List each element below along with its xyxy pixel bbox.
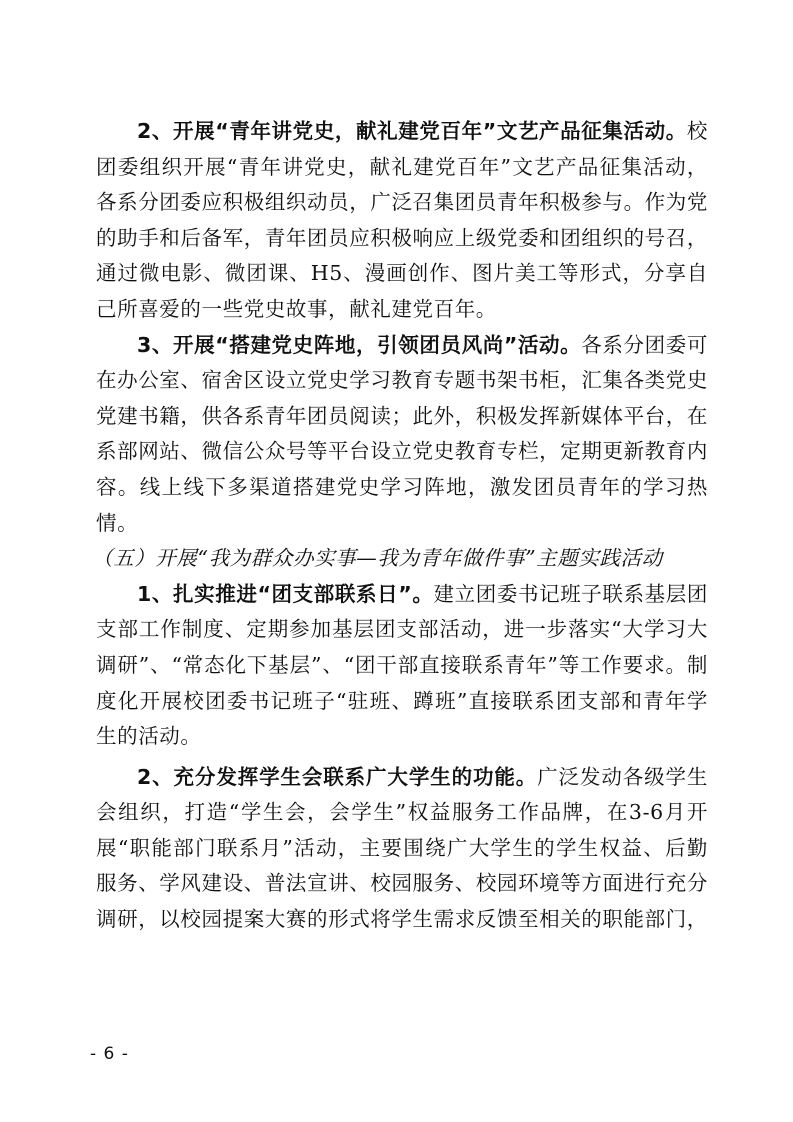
- section-heading: （五）开展“我为群众办实事—我为青年做件事”主题实践活动: [92, 546, 663, 571]
- paragraph-lead: 1、扎实推进“团支部联系日”。: [137, 581, 434, 606]
- paragraph-body: 建立团委书记班子联系基层团支部工作制度、定期参加基层团支部活动，进一步落实“大学习大调研”、“常态化下基层”、“团干部直接联系青年”等工作要求。制度化开展校团委书记班子“驻班、蹲班”直接联系团支部和青年学生的活动。: [96, 581, 708, 749]
- document-page: [92, 114, 708, 938]
- paragraph-item-5-2: [96, 760, 708, 938]
- page-number: - 6 -: [90, 1044, 129, 1064]
- paragraph-item-5-1: [96, 577, 708, 755]
- paragraph-body: 广泛发动各级学生会组织，打造“学生会，会学生”权益服务工作品牌，在3-6月开展“职能部门联系月”活动，主要围绕广大学生的学生权益、后勤服务、学风建设、普法宣讲、校园服务、校园环境等方面进行充分调研，以校园提案大赛的形式将学生需求反馈至相关的职能部门，: [96, 764, 708, 932]
- paragraph-lead: 2、充分发挥学生会联系广大学生的功能。: [137, 764, 538, 789]
- paragraph-lead: 3、开展“搭建党史阵地，引领团员风尚”活动。: [137, 332, 582, 357]
- paragraph-body: 各系分团委可在办公室、宿舍区设立党史学习教育专题书架书柜，汇集各类党史党建书籍，供各系青年团员阅读；此外，积极发挥新媒体平台，在系部网站、微信公众号等平台设立党史教育专栏，定期更新教育内容。线上线下多渠道搭建党史学习阵地，激发团员青年的学习热情。: [96, 332, 708, 535]
- paragraph-item-3: [96, 328, 708, 542]
- paragraph-item-2: [96, 114, 708, 328]
- paragraph-body: 校团委组织开展“青年讲党史，献礼建党百年”文艺产品征集活动，各系分团委应积极组织动员，广泛召集团员青年积极参与。作为党的助手和后备军，青年团员应积极响应上级党委和团组织的号召，通过微电影、微团课、H5、漫画创作、图片美工等形式，分享自己所喜爱的一些党史故事，献礼建党百年。: [96, 119, 708, 321]
- paragraph-lead: 2、开展“青年讲党史，献礼建党百年”文艺产品征集活动。: [137, 119, 687, 143]
